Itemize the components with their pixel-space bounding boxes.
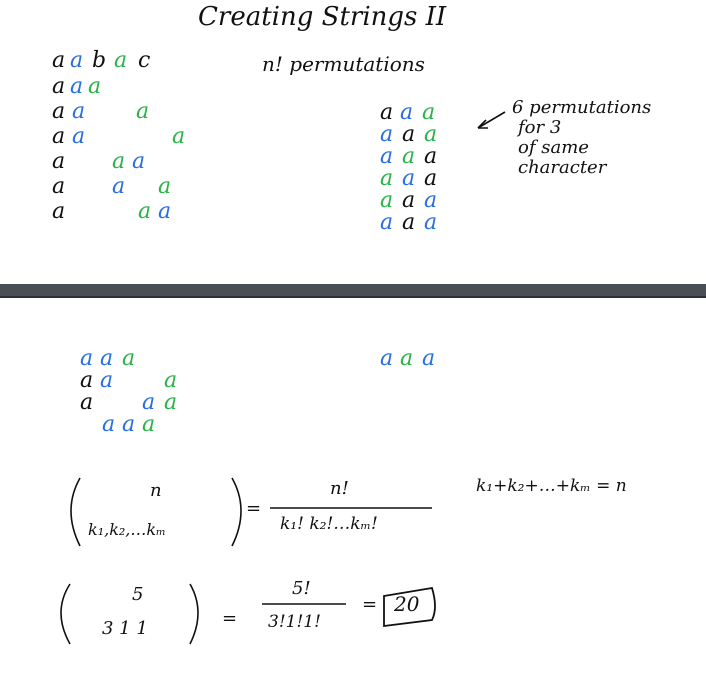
row-char: a xyxy=(402,188,416,213)
row-char: a xyxy=(158,199,172,224)
note-line: for 3 xyxy=(518,117,562,138)
example-equals-2: = xyxy=(362,594,378,615)
note xyxy=(512,98,651,178)
letter-row xyxy=(52,99,212,123)
row-char: a xyxy=(122,346,136,371)
row-char: a xyxy=(102,412,116,437)
row-char: a xyxy=(112,149,126,174)
equals-sign: = xyxy=(246,498,262,519)
fraction-denominator: k₁! k₂!…kₘ! xyxy=(280,514,378,534)
row-char: a xyxy=(142,412,156,437)
row-char: a xyxy=(72,99,86,124)
letter-row xyxy=(52,74,212,98)
row-char: a xyxy=(422,100,436,125)
fraction-numerator: n! xyxy=(330,478,349,499)
letter-row xyxy=(52,149,212,173)
row-char: a xyxy=(158,174,172,199)
string-char: a xyxy=(114,48,128,73)
row-char: a xyxy=(70,74,84,99)
row-char: a xyxy=(52,149,66,174)
string-char: a xyxy=(380,346,394,371)
letter-row xyxy=(80,412,240,436)
row-char: a xyxy=(164,368,178,393)
row-char: a xyxy=(164,390,178,415)
row-char: a xyxy=(424,122,438,147)
row-char: a xyxy=(424,166,438,191)
row-char: a xyxy=(138,199,152,224)
string-char: a xyxy=(70,48,84,73)
letter-row xyxy=(80,390,240,414)
note-line: 6 permutations xyxy=(512,97,652,118)
row-char: a xyxy=(380,122,394,147)
row-char: a xyxy=(52,74,66,99)
letter-row xyxy=(52,124,212,148)
row-char: a xyxy=(424,144,438,169)
row-char: a xyxy=(52,124,66,149)
row-char: a xyxy=(402,144,416,169)
row-char: a xyxy=(400,100,414,125)
string-char: a xyxy=(422,346,436,371)
string-char: a xyxy=(400,346,414,371)
subtitle: n! permutations xyxy=(262,52,425,76)
letter-row xyxy=(52,199,212,223)
page-title: Creating Strings II xyxy=(198,2,447,32)
row-char: a xyxy=(100,346,114,371)
string-char: c xyxy=(138,48,151,73)
example-numerator: 5! xyxy=(292,578,311,599)
letter-row xyxy=(80,346,240,370)
row-char: a xyxy=(136,99,150,124)
row-char: a xyxy=(80,346,94,371)
row-char: a xyxy=(112,174,126,199)
constraint: k₁+k₂+…+kₘ = n xyxy=(476,476,627,496)
row-char: a xyxy=(380,210,394,235)
row-char: a xyxy=(100,368,114,393)
row-char: a xyxy=(380,100,394,125)
row-char: a xyxy=(380,144,394,169)
row-char: a xyxy=(52,174,66,199)
letter-row xyxy=(380,188,540,212)
row-char: a xyxy=(80,368,94,393)
source-string xyxy=(52,48,182,72)
example-binom-bottom: 3 1 1 xyxy=(102,618,148,639)
row-char: a xyxy=(122,412,136,437)
example-result: 20 xyxy=(394,592,420,616)
note-line: character xyxy=(518,157,607,178)
row-char: a xyxy=(424,188,438,213)
row-char: a xyxy=(402,122,416,147)
row-char: a xyxy=(380,166,394,191)
row-char: a xyxy=(142,390,156,415)
string-char: a xyxy=(52,48,66,73)
row-char: a xyxy=(80,390,94,415)
row-char: a xyxy=(380,188,394,213)
binom-bottom: k₁,k₂,…kₘ xyxy=(88,520,166,539)
binom-top: n xyxy=(150,480,162,501)
row-char: a xyxy=(72,124,86,149)
example-equals: = xyxy=(222,608,238,629)
string-char: b xyxy=(92,48,107,73)
letter-row xyxy=(380,210,540,234)
letter-row xyxy=(80,368,240,392)
row-char: a xyxy=(132,149,146,174)
row-char: a xyxy=(172,124,186,149)
row-char: a xyxy=(402,166,416,191)
row-char: a xyxy=(52,199,66,224)
letter-row xyxy=(52,174,212,198)
single-permutation xyxy=(380,346,460,370)
example-denominator: 3!1!1! xyxy=(268,612,321,632)
example-binom-top: 5 xyxy=(132,584,144,605)
section-divider xyxy=(0,284,706,298)
row-char: a xyxy=(88,74,102,99)
row-char: a xyxy=(402,210,416,235)
row-char: a xyxy=(52,99,66,124)
row-char: a xyxy=(424,210,438,235)
note-line: of same xyxy=(518,137,589,158)
